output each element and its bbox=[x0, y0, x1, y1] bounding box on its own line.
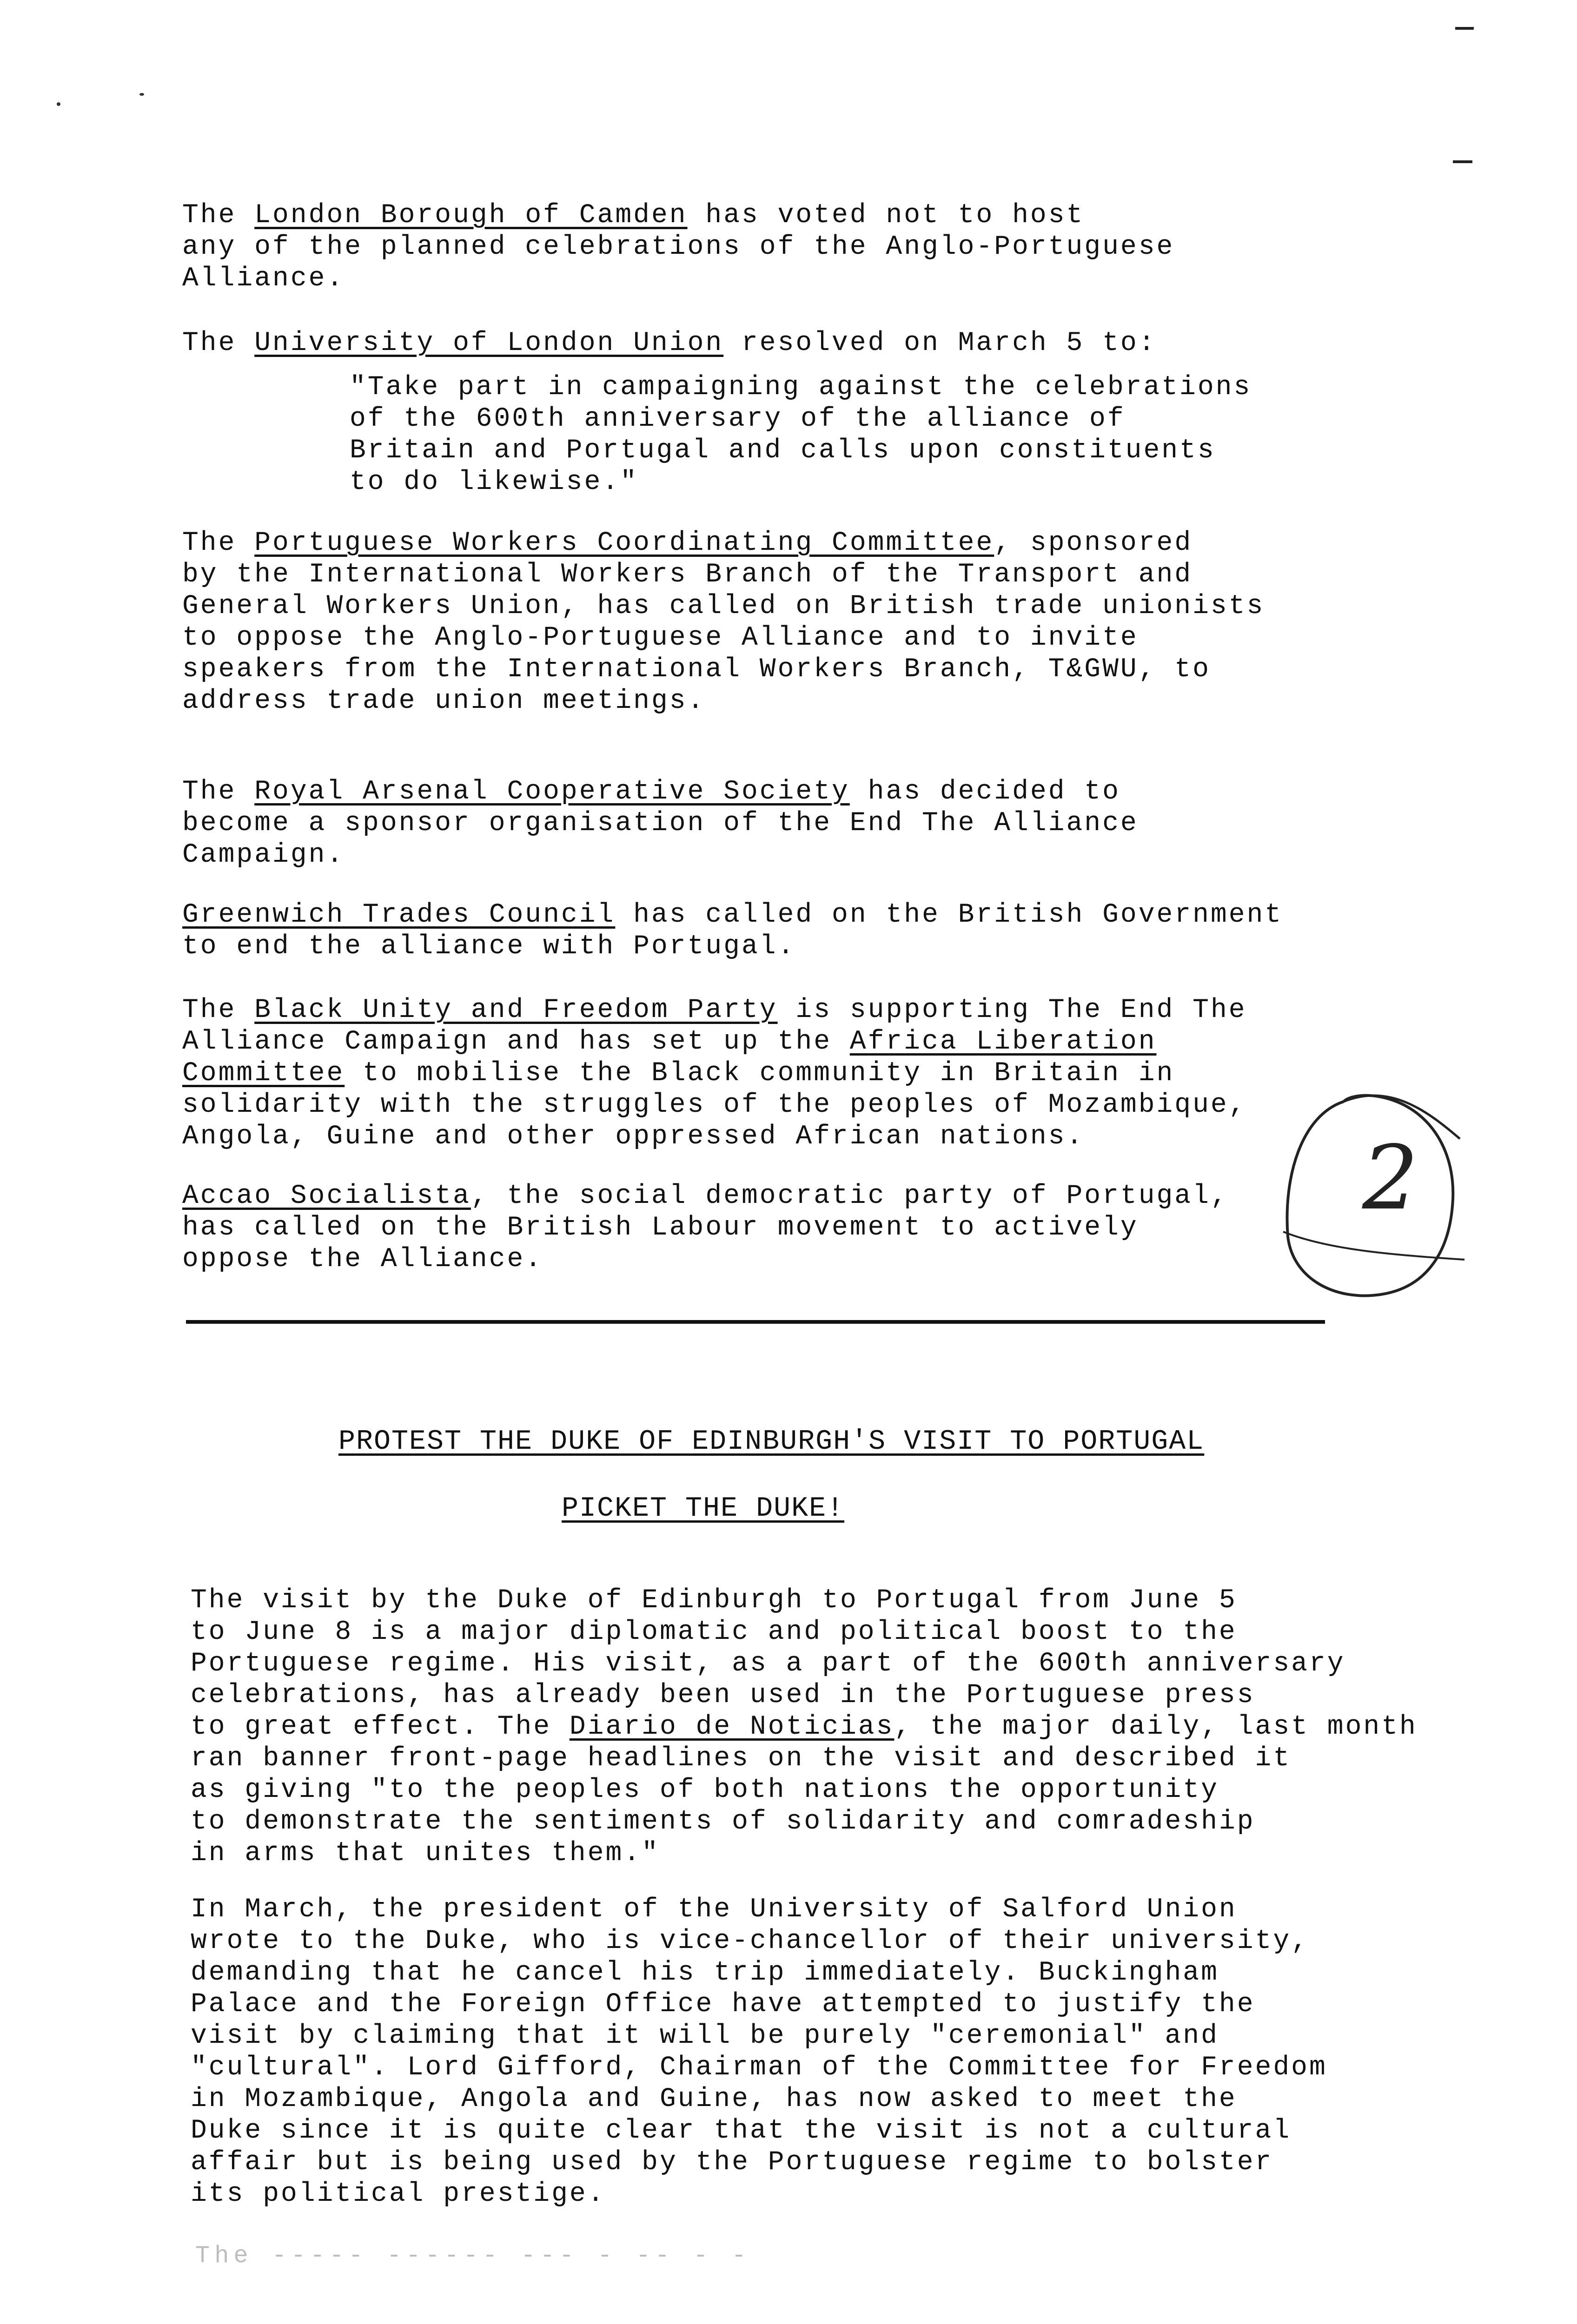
paragraph bbox=[350, 372, 1252, 498]
text-run: The bbox=[182, 528, 255, 558]
annotation-number: 2 bbox=[1362, 1127, 1420, 1229]
paragraph bbox=[182, 528, 1265, 717]
text-line bbox=[191, 1838, 1418, 1869]
underlined-name: Accao Socialista bbox=[182, 1181, 471, 1211]
text-line bbox=[191, 1775, 1418, 1806]
text-run: The visit by the Duke of Edinburgh to Portugal from June 5 bbox=[191, 1585, 1237, 1616]
paragraph bbox=[182, 899, 1283, 963]
text-run: In March, the president of the University of Salford Union bbox=[191, 1895, 1237, 1925]
text-run: solidarity with the struggles of the peoples of Mozambique, bbox=[182, 1090, 1247, 1120]
text-line bbox=[191, 1680, 1418, 1711]
text-line bbox=[182, 808, 1139, 839]
text-run: affair but is being used by the Portuguese regime to bolster bbox=[191, 2147, 1273, 2178]
text-run: Britain and Portugal and calls upon constituents bbox=[350, 436, 1216, 466]
text-line bbox=[182, 328, 1157, 359]
text-run: , the social democratic party of Portugal, bbox=[470, 1181, 1229, 1211]
underlined-name: Black Unity and Freedom Party bbox=[254, 995, 778, 1025]
text-line bbox=[182, 1089, 1247, 1121]
text-line bbox=[191, 2020, 1327, 2052]
text-line bbox=[182, 1244, 1229, 1275]
text-line bbox=[191, 2084, 1327, 2115]
text-line bbox=[350, 435, 1252, 467]
underlined-name: Royal Arsenal Cooperative Society bbox=[254, 777, 850, 807]
text-line bbox=[182, 899, 1283, 931]
text-run: resolved on March 5 to: bbox=[723, 328, 1157, 358]
text-run: oppose the Alliance. bbox=[182, 1244, 543, 1274]
text-line bbox=[350, 467, 1252, 498]
text-line bbox=[191, 1989, 1327, 2020]
underlined-name: Africa Liberation bbox=[849, 1027, 1157, 1057]
section-divider bbox=[186, 1320, 1325, 1324]
text-run: , sponsored bbox=[994, 528, 1193, 558]
text-line bbox=[182, 263, 1174, 295]
text-run: by the International Workers Branch of the Transport and bbox=[182, 560, 1193, 590]
text-run: to great effect. The bbox=[191, 1712, 570, 1742]
text-line bbox=[191, 1806, 1418, 1838]
text-line bbox=[191, 2052, 1327, 2084]
text-run: to demonstrate the sentiments of solidarity and comradeship bbox=[191, 1807, 1255, 1837]
text-run: has decided to bbox=[849, 777, 1120, 807]
text-run: as giving "to the peoples of both nations the opportunity bbox=[191, 1775, 1219, 1805]
speck bbox=[57, 102, 60, 106]
text-run: Alliance Campaign and has set up the bbox=[182, 1027, 850, 1057]
text-run: has called on the British Labour movement to actively bbox=[182, 1213, 1139, 1243]
text-run: Portuguese regime. His visit, as a part of the 600th anniversary bbox=[191, 1649, 1345, 1679]
text-run: to do likewise." bbox=[350, 467, 638, 497]
text-run: "Take part in campaigning against the celebrations bbox=[350, 372, 1252, 403]
text-run: to June 8 is a major diplomatic and political boost to the bbox=[191, 1617, 1237, 1647]
text-run: Campaign. bbox=[182, 840, 345, 870]
text-line bbox=[182, 839, 1139, 871]
text-run: wrote to the Duke, who is vice-chancellor of their university, bbox=[191, 1926, 1309, 1956]
text-run: in Mozambique, Angola and Guine, has now asked to meet the bbox=[191, 2084, 1237, 2114]
text-line bbox=[191, 1957, 1327, 1989]
text-line bbox=[182, 231, 1174, 263]
text-run: is supporting The End The bbox=[777, 995, 1247, 1025]
text-run: visit by claiming that it will be purely "ceremonial" and bbox=[191, 2021, 1219, 2051]
text-line bbox=[182, 200, 1174, 231]
paragraph bbox=[182, 200, 1174, 295]
handwritten-circle-annotation bbox=[1274, 1083, 1469, 1325]
text-run: has voted not to host bbox=[687, 200, 1085, 231]
text-run: ran banner front-page headlines on the visit and described it bbox=[191, 1743, 1292, 1774]
text-line bbox=[182, 686, 1265, 717]
text-line bbox=[182, 776, 1139, 808]
text-run: The bbox=[182, 328, 255, 358]
text-line bbox=[182, 591, 1265, 622]
text-run: has called on the British Government bbox=[615, 900, 1283, 930]
text-run: "cultural". Lord Gifford, Chairman of the Committee for Freedom bbox=[191, 2053, 1327, 2083]
text-line bbox=[191, 1648, 1418, 1680]
underlined-name: London Borough of Camden bbox=[254, 200, 688, 231]
edge-mark bbox=[1455, 27, 1474, 30]
text-line bbox=[191, 1585, 1418, 1617]
underlined-name: Diario de Noticias bbox=[569, 1712, 895, 1742]
text-run: address trade union meetings. bbox=[182, 686, 706, 716]
section-heading: PROTEST THE DUKE OF EDINBURGH'S VISIT TO PORTUGAL bbox=[338, 1426, 1205, 1458]
text-run: any of the planned celebrations of the Anglo-Portuguese bbox=[182, 232, 1175, 262]
text-run: demanding that he cancel his trip immediately. Buckingham bbox=[191, 1958, 1219, 1988]
text-line bbox=[350, 403, 1252, 435]
text-run: The bbox=[182, 995, 255, 1025]
speck bbox=[139, 93, 144, 96]
text-run: Duke since it is quite clear that the visit is not a cultural bbox=[191, 2116, 1292, 2146]
text-line bbox=[182, 1121, 1247, 1153]
text-run: General Workers Union, has called on British trade unionists bbox=[182, 591, 1265, 621]
text-run: its political prestige. bbox=[191, 2179, 606, 2209]
text-line bbox=[182, 1026, 1247, 1058]
text-run: to end the alliance with Portugal. bbox=[182, 931, 796, 962]
paragraph bbox=[191, 1894, 1327, 2210]
text-run: to oppose the Anglo-Portuguese Alliance and to invite bbox=[182, 623, 1139, 653]
faint-illegible-text: The ----- ------ --- - -- - - bbox=[195, 2242, 751, 2270]
text-line bbox=[191, 1743, 1418, 1775]
text-run: celebrations, has already been used in the Portuguese press bbox=[191, 1680, 1255, 1710]
text-line bbox=[182, 1181, 1229, 1212]
text-line bbox=[191, 1711, 1418, 1743]
underlined-name: Portuguese Workers Coordinating Committee bbox=[254, 528, 994, 558]
text-line bbox=[182, 622, 1265, 654]
text-line bbox=[182, 528, 1265, 559]
text-line bbox=[182, 654, 1265, 686]
text-line bbox=[191, 2115, 1327, 2147]
text-line bbox=[191, 1617, 1418, 1648]
text-run: Alliance. bbox=[182, 264, 345, 294]
text-run: speakers from the International Workers Branch, T&GWU, to bbox=[182, 654, 1211, 685]
underlined-name: Greenwich Trades Council bbox=[182, 900, 616, 930]
text-run: Palace and the Foreign Office have attempted to justify the bbox=[191, 1989, 1255, 2020]
text-run: Angola, Guine and other oppressed African nations. bbox=[182, 1122, 1085, 1152]
text-line bbox=[191, 2179, 1327, 2210]
underlined-name: University of London Union bbox=[254, 328, 724, 358]
text-line bbox=[182, 995, 1247, 1026]
text-run: in arms that unites them." bbox=[191, 1838, 660, 1868]
underlined-name: Committee bbox=[182, 1058, 345, 1089]
text-line bbox=[182, 1212, 1229, 1244]
text-line bbox=[191, 2147, 1327, 2179]
text-run: of the 600th anniversary of the alliance of bbox=[350, 404, 1126, 434]
paragraph bbox=[182, 776, 1139, 871]
text-line bbox=[182, 559, 1265, 591]
text-line bbox=[182, 1058, 1247, 1089]
text-line bbox=[191, 1926, 1327, 1957]
text-run: to mobilise the Black community in Britain in bbox=[345, 1058, 1175, 1089]
text-run: become a sponsor organisation of the End The Alliance bbox=[182, 808, 1139, 838]
text-run: The bbox=[182, 200, 255, 231]
edge-mark bbox=[1453, 160, 1472, 163]
text-line bbox=[191, 1894, 1327, 1926]
paragraph bbox=[182, 995, 1247, 1153]
paragraph bbox=[182, 328, 1157, 359]
text-run: The bbox=[182, 777, 255, 807]
paragraph bbox=[191, 1585, 1418, 1869]
paragraph bbox=[182, 1181, 1229, 1275]
text-line bbox=[350, 372, 1252, 403]
text-run: , the major daily, last month bbox=[894, 1712, 1418, 1742]
section-subheading: PICKET THE DUKE! bbox=[562, 1493, 845, 1525]
text-line bbox=[182, 931, 1283, 963]
